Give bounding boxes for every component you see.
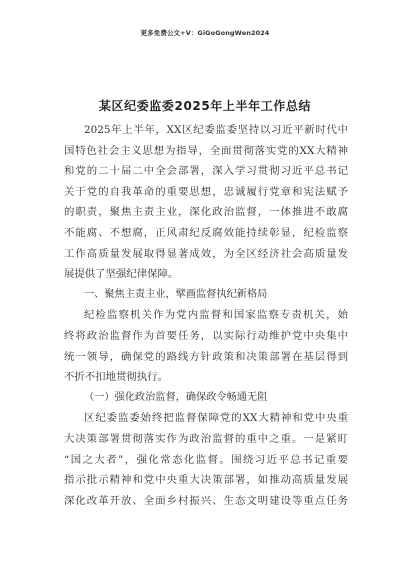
paragraph-line: 关于党的自我革命的重要思想，忠诚履行党章和宪法赋予 xyxy=(64,185,348,198)
paragraph-line: 的职责，聚焦主责主业，深化政治监督，一体推进不敢腐 xyxy=(64,206,348,219)
document-body xyxy=(64,120,348,511)
paragraph-line: 指示批示精神和党中央重大决策部署，如推动高质量发展 xyxy=(64,474,348,487)
paragraph-line: 大决策部署贯彻落实作为政治监督的重中之重。一是紧盯 xyxy=(64,432,348,445)
paragraph-line: 和党的二十届二中全会部署，深入学习贯彻习近平总书记 xyxy=(64,165,348,178)
paragraph-line: 区纪委监委始终把监督保障党的XX大精神和党中央重 xyxy=(84,412,348,425)
document-title: 某区纪委监委2025年上半年工作总结 xyxy=(98,99,312,113)
header-note: 更多免费公文+V：GiGoGongWen2024 xyxy=(140,29,270,37)
paragraph-line: 2025年上半年，XX区纪委监委坚持以习近平新时代中 xyxy=(84,124,348,136)
paragraph-line: 国特色社会主义思想为指导，全面贯彻落实党的XX大精神 xyxy=(64,144,348,157)
paragraph-line: 不折不扣地贯彻执行。 xyxy=(64,371,168,384)
paragraph-line: 深化改革开放、全面乡村振兴、生态文明建设等重点任务 xyxy=(64,494,348,507)
paragraph-line: 终将政治监督作为首要任务，以实际行动维护党中央集中 xyxy=(64,329,348,342)
paragraph-line: 纪检监察机关作为党内监督和国家监察专责机关，始 xyxy=(84,309,348,322)
paragraph-line: “国之大者”，强化常态化监督。围绕习近平总书记重要 xyxy=(64,453,348,466)
section-heading: 一、聚焦主责主业，擘画监督执纪新格局 xyxy=(84,288,268,300)
paragraph-line: 不能腐、不想腐，正风肃纪反腐效能持续彰显，纪检监察 xyxy=(64,226,348,239)
paragraph-line: 展提供了坚强纪律保障。 xyxy=(64,268,179,281)
paragraph-line: 统一领导，确保党的路线方针政策和决策部署在基层得到 xyxy=(64,350,348,363)
section-heading: （一）强化政治监督，确保政令畅通无阻 xyxy=(84,391,268,403)
paragraph-line: 工作高质量发展取得显著成效，为全区经济社会高质量发 xyxy=(64,247,348,260)
